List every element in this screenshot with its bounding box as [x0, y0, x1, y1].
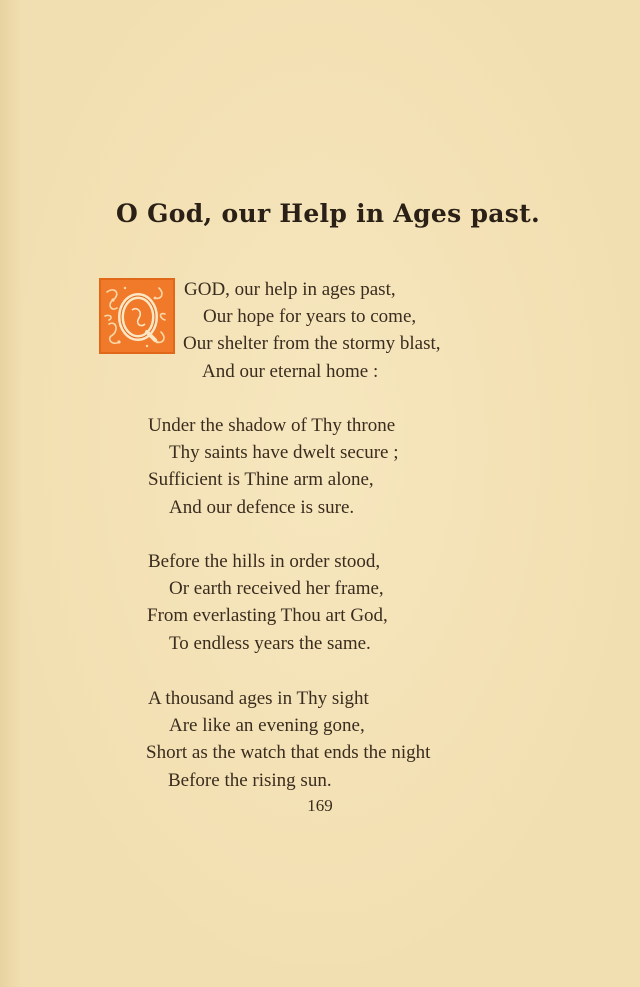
illuminated-initial: [99, 278, 175, 354]
illuminated-initial-o-icon: [101, 280, 173, 352]
poem-line: GOD, our help in ages past,: [184, 279, 396, 300]
poem-line: From everlasting Thou art God,: [147, 605, 388, 626]
poem-line: Before the hills in order stood,: [148, 551, 381, 572]
poem-line: A thousand ages in Thy sight: [148, 688, 369, 709]
poem-line: Our shelter from the stormy blast,: [183, 333, 441, 354]
page-number: 169: [307, 796, 333, 815]
poem-line: And our defence is sure.: [169, 497, 355, 518]
poem-line: Under the shadow of Thy throne: [148, 415, 396, 436]
hymn-title: O God, our Help in Ages past.: [116, 199, 540, 228]
poem-line: Before the rising sun.: [168, 770, 332, 791]
poem-line: Are like an evening gone,: [169, 715, 365, 736]
poem-line: Sufficient is Thine arm alone,: [148, 469, 374, 490]
poem-line: Or earth received her frame,: [169, 578, 384, 599]
poem-line: To endless years the same.: [169, 633, 371, 654]
poem-line: Thy saints have dwelt secure ;: [169, 442, 399, 463]
poem-line: Short as the watch that ends the night: [146, 742, 431, 763]
poem-line: Our hope for years to come,: [203, 306, 417, 327]
poem-line: And our eternal home :: [202, 361, 379, 382]
